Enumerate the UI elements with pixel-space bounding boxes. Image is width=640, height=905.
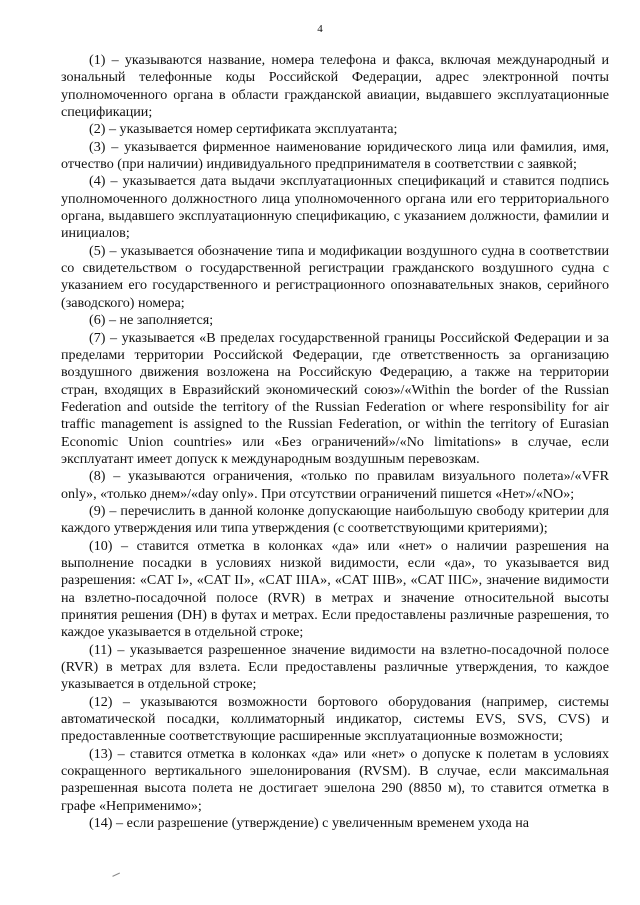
paragraph-2: (2) – указывается номер сертификата эксплуатанта; xyxy=(89,121,398,138)
paragraph-12: (12) – указываются возможности бортового оборудования (например, системы автоматической посадки, коллиматорный индикатор, системы EVS, SVS, CVS) и предоставленные соответствующие расширенные эксплуатационные возможности; xyxy=(61,693,609,745)
paragraph-4: (4) – указывается дата выдачи эксплуатационных спецификаций и ставится подпись уполномоченного должностного лица уполномоченного органа или его территориального органа, выдавшего эксплуатационную спецификацию, с указанием должности, фамилии и инициалов; xyxy=(61,173,609,242)
paragraph-10: (10) – ставится отметка в колонках «да» или «нет» о наличии разрешения на выполнение посадки в условиях низкой видимости, если «да», то указывается вид разрешения: «CAT I», «CAT II», «CAT IIIA», «CAT IIIB», «CAT IIIC», значение видимости на взлетно-посадочной полосе (RVR) в метрах и значение относительной высоты принятия решения (DH) в футах и метрах. Если предоставлены различные разрешения, то каждое указывается в отдельной строке; xyxy=(61,537,609,641)
paragraph-14: (14) – если разрешение (утверждение) с увеличенным временем ухода на xyxy=(89,815,530,832)
paragraph-9: (9) – перечислить в данной колонке допускающие наибольшую свободу критерии для каждого утверждения или типа утверждения (с соответствующими критериями); xyxy=(61,502,609,537)
page-number: 4 xyxy=(317,23,323,35)
paragraph-11: (11) – указывается разрешенное значение видимости на взлетно-посадочной полосе (RVR) в метрах для взлета. Если предоставлены различные утверждения, то каждое указывается в отдельной строке; xyxy=(61,641,609,693)
scan-mark xyxy=(112,873,121,881)
paragraph-8: (8) – указываются ограничения, «только по правилам визуального полета»/«VFR only», «только днем»/«day only». При отсутствии ограничений пишется «Нет»/«NO»; xyxy=(61,468,609,502)
paragraph-5: (5) – указывается обозначение типа и модификации воздушного судна в соответствии со свидетельством о государственной регистрации гражданского воздушного судна с указанием его государственного и регистрационного опознавательных знаков, серийного (заводского) номера; xyxy=(61,242,609,311)
paragraph-3: (3) – указывается фирменное наименование юридического лица или фамилия, имя, отчество (при наличии) индивидуального предпринимателя в соответствии с заявкой; xyxy=(61,138,609,173)
paragraph-1: (1) – указываются название, номера телефона и факса, включая международный и зональный телефонные коды Российской Федерации, адрес электронной почты уполномоченного органа в области гражданской авиации, выдавшего эксплуатационные спецификации; xyxy=(61,52,609,121)
document-body xyxy=(61,52,609,832)
paragraph-6: (6) – не заполняется; xyxy=(89,312,214,329)
paragraph-7: (7) – указывается «В пределах государственной границы Российской Федерации и за пределами территории Российской Федерации, где ответственность за организацию воздушного движения возложена на Российскую Федерацию, а также на территории стран, входящих в Евразийский экономический союз»/«Within the border of the Russian Federation and outside the territory of the Russian Federation or where responsibility for air traffic management is assigned to the Russian Federation, or within the territory of Eurasian Economic Union countries» или «Без ограничений»/«No limitations» в случае, если эксплуатант имеет допуск к международным воздушным перевозкам. xyxy=(61,329,609,467)
paragraph-13: (13) – ставится отметка в колонках «да» или «нет» о допуске к полетам в условиях сокращенного вертикального эшелонирования (RVSM). В случае, если максимальная разрешенная высота полета не достигает эшелона 290 (8850 м), то ставится отметка в графе «Неприменимо»; xyxy=(61,745,609,814)
